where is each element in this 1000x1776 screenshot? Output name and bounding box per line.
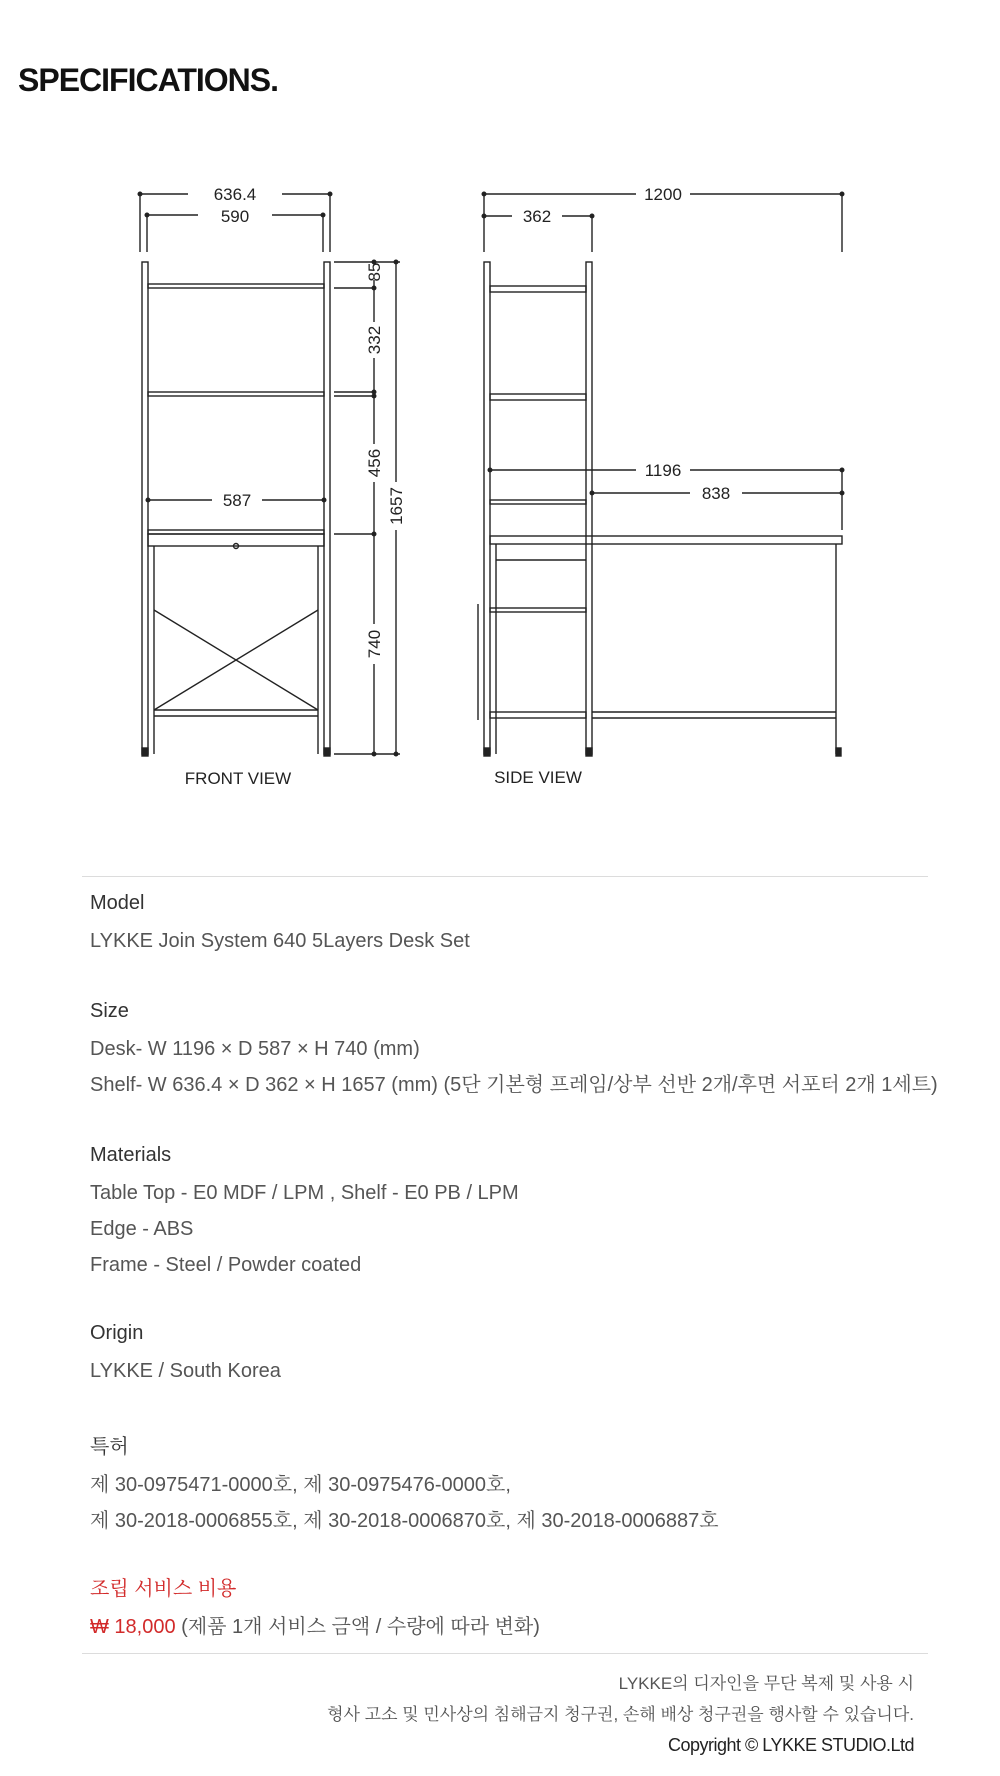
spec-materials-line: Edge - ABS <box>90 1218 194 1240</box>
front-view-drawing <box>138 192 400 756</box>
spec-model-heading: Model <box>90 892 145 914</box>
side-length-label: 1200 <box>644 185 682 204</box>
spec-size-desk: Desk- W 1196 × D 587 × H 740 (mm) <box>90 1038 420 1060</box>
spec-service-heading: 조립 서비스 비용 <box>90 1578 237 1600</box>
copyright: Copyright © LYKKE STUDIO.Ltd <box>667 1735 914 1755</box>
front-inner-width-label: 590 <box>220 207 250 226</box>
divider-top <box>82 876 928 877</box>
spec-materials-line: Frame - Steel / Powder coated <box>90 1254 362 1276</box>
page-title: SPECIFICATIONS. <box>18 62 278 98</box>
spec-size-shelf: Shelf- W 636.4 × D 362 × H 1657 (mm) (5단 기본형 프레임/상부 선반 2개/후면 서포터 2개 1세트) <box>90 1074 938 1096</box>
spec-patent-heading: 특허 <box>90 1436 129 1458</box>
front-height-label-2: 332 <box>365 325 384 355</box>
front-height-label-4: 740 <box>365 629 384 659</box>
front-view-label: FRONT VIEW <box>184 769 292 788</box>
front-total-height-label: 1657 <box>387 487 406 525</box>
spec-origin-heading: Origin <box>90 1322 144 1344</box>
front-desk-width-label: 587 <box>222 491 252 510</box>
spec-materials-line: Table Top - E0 MDF / LPM , Shelf - E0 PB / LPM <box>90 1182 519 1204</box>
spec-materials <box>90 1144 950 1283</box>
spec-origin-value: LYKKE / South Korea <box>90 1360 281 1382</box>
front-height-label-1: 85 <box>365 262 384 282</box>
service-note: (제품 1개 서비스 금액 / 수량에 따라 변화) <box>181 1616 540 1638</box>
side-desk-inner-label: 838 <box>701 484 731 503</box>
footer-line-1: LYKKE의 디자인을 무단 복제 및 사용 시 <box>618 1674 914 1693</box>
front-width-label: 636.4 <box>213 185 257 204</box>
divider-bottom <box>82 1653 928 1654</box>
spec-origin <box>90 1322 950 1389</box>
spec-materials-heading: Materials <box>90 1144 172 1166</box>
side-view-label: SIDE VIEW <box>494 768 582 787</box>
footer-line-2: 형사 고소 및 민사상의 침해금지 청구권, 손해 배상 청구권을 행사할 수 있습니다. <box>327 1705 914 1724</box>
side-desk-length-label: 1196 <box>644 461 682 480</box>
spec-patent <box>90 1430 950 1539</box>
spec-model <box>90 892 950 959</box>
front-height-label-3: 456 <box>365 448 384 478</box>
dimension-diagram <box>0 160 1000 800</box>
spec-size-heading: Size <box>90 1000 129 1022</box>
spec-model-value: LYKKE Join System 640 5Layers Desk Set <box>90 930 470 952</box>
spec-patent-line: 제 30-0975471-0000호, 제 30-0975476-0000호, <box>90 1474 511 1496</box>
spec-service <box>90 1572 950 1645</box>
service-price: ₩ 18,000 <box>90 1616 176 1638</box>
spec-size <box>90 1000 950 1103</box>
footer-notice <box>214 1668 914 1761</box>
spec-patent-line: 제 30-2018-0006855호, 제 30-2018-0006870호, 제 30-2018-0006887호 <box>90 1510 719 1532</box>
side-depth-label: 362 <box>522 207 552 226</box>
